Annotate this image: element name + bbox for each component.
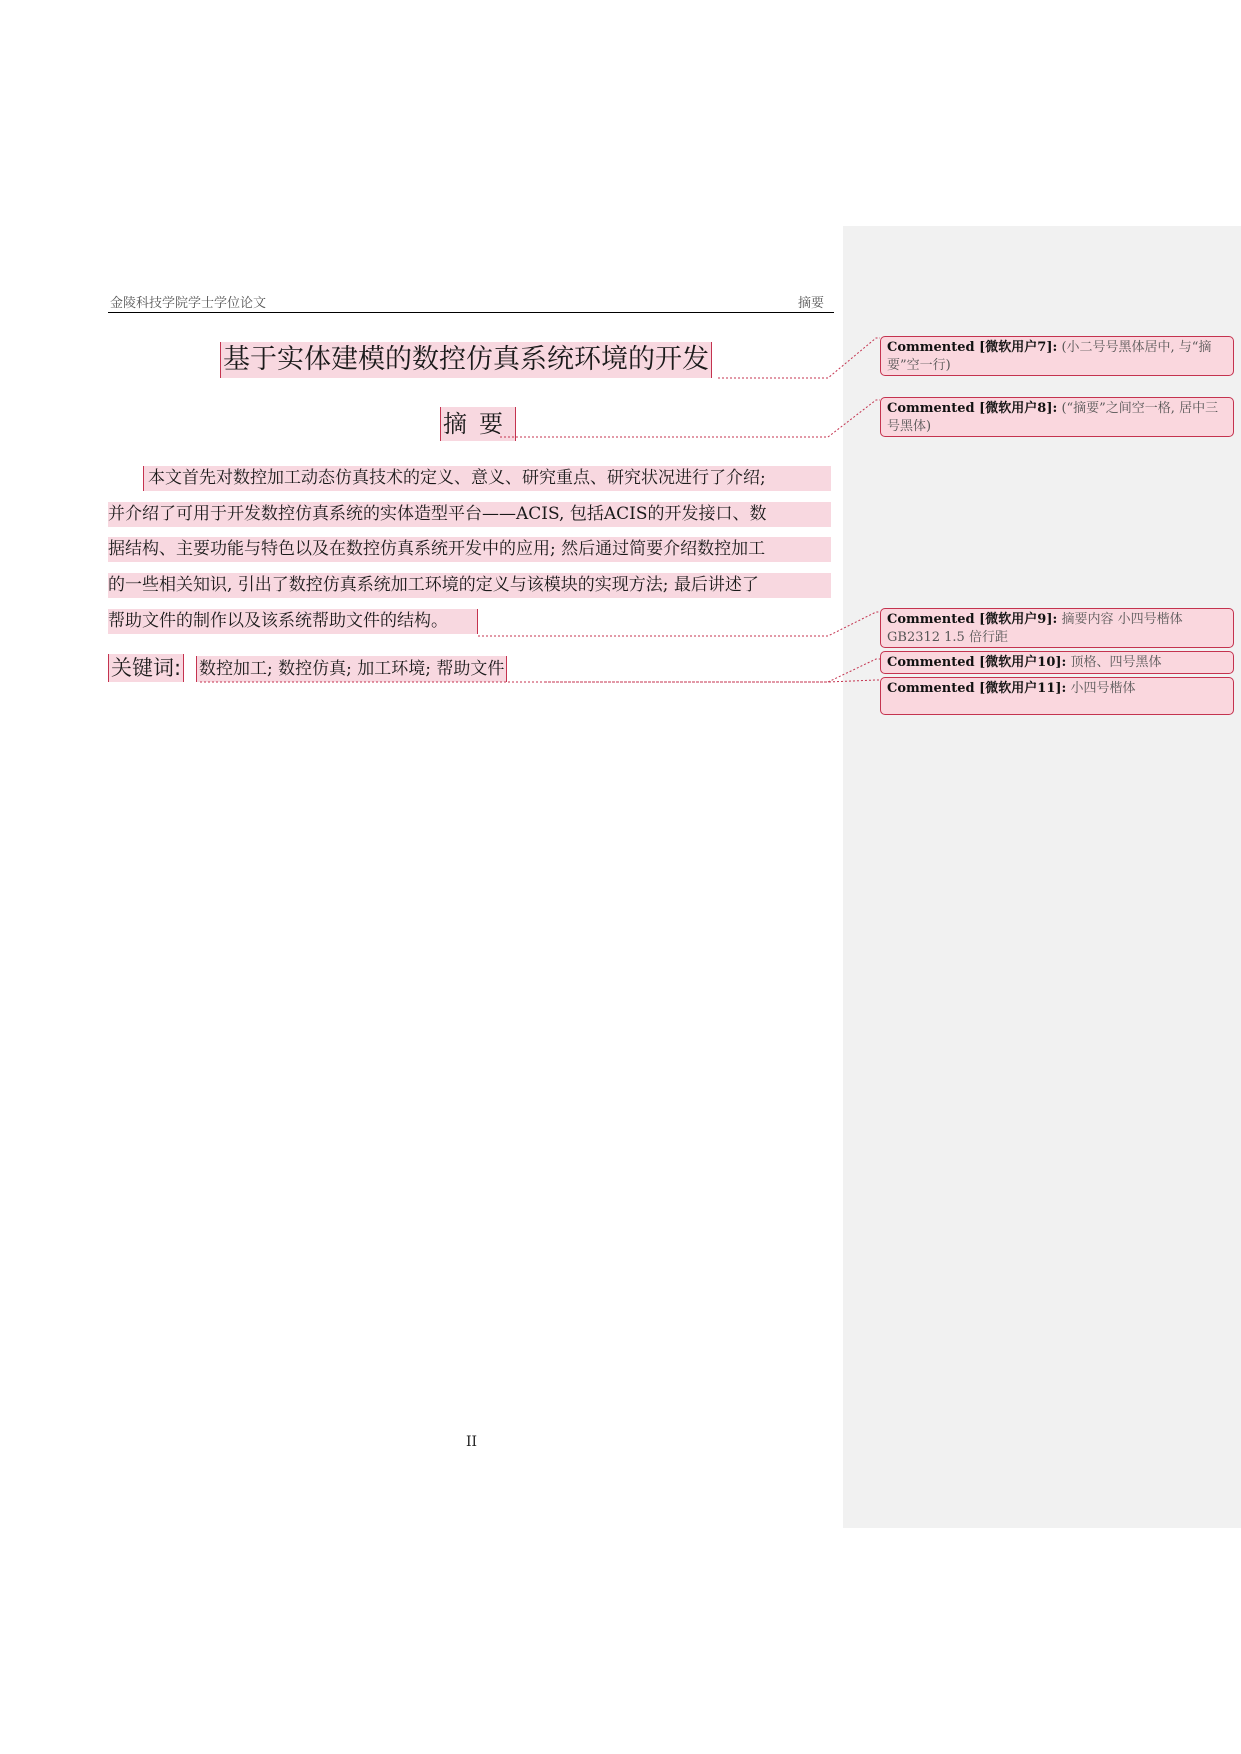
comment-author: Commented [微软用户8]: <box>887 401 1058 416</box>
comment-text: (“摘要”之间空一格, 居中三号黑体) <box>887 401 1219 434</box>
comment-balloon-9[interactable] <box>880 608 1234 648</box>
keywords-text[interactable]: 数控加工; 数控仿真; 加工环境; 帮助文件 <box>196 656 507 682</box>
abstract-line: 的一些相关知识, 引出了数控仿真系统加工环境的定义与该模块的实现方法; 最后讲述了 <box>108 573 831 598</box>
comment-text: 顶格、四号黑体 <box>1070 655 1162 670</box>
comment-balloon-7[interactable] <box>880 336 1234 376</box>
comment-balloon-8[interactable] <box>880 397 1234 437</box>
abstract-line: 帮助文件的制作以及该系统帮助文件的结构。 <box>108 609 478 634</box>
comment-author: Commented [微软用户11]: <box>887 681 1067 696</box>
page-number: II <box>466 1434 478 1450</box>
keywords-label[interactable]: 关键词: <box>108 654 184 682</box>
comment-author: Commented [微软用户7]: <box>887 340 1058 355</box>
connector-comment-10 <box>200 659 880 682</box>
abstract-heading[interactable]: 摘要 <box>440 407 516 441</box>
thesis-title[interactable]: 基于实体建模的数控仿真系统环境的开发 <box>220 342 712 378</box>
connector-comment-8 <box>500 400 880 437</box>
running-header-right: 摘要 <box>798 296 825 311</box>
comment-author: Commented [微软用户10]: <box>887 655 1067 670</box>
comment-author: Commented [微软用户9]: <box>887 612 1058 627</box>
connector-comment-9 <box>478 612 880 636</box>
comment-text: 摘要内容 小四号楷体 GB2312 1.5 倍行距 <box>887 612 1183 645</box>
comment-text: (小二号号黑体居中, 与“摘要”空一行) <box>887 340 1212 373</box>
comment-balloon-10[interactable] <box>880 651 1234 674</box>
abstract-line: 据结构、主要功能与特色以及在数控仿真系统开发中的应用; 然后通过简要介绍数控加工 <box>108 537 831 562</box>
running-header-left: 金陵科技学院学士学位论文 <box>110 296 267 311</box>
comment-balloon-11[interactable] <box>880 677 1234 715</box>
abstract-line: 本文首先对数控加工动态仿真技术的定义、意义、研究重点、研究状况进行了介绍; <box>143 466 831 491</box>
abstract-line: 并介绍了可用于开发数控仿真系统的实体造型平台——ACIS, 包括ACIS的开发接口、数 <box>108 502 831 527</box>
connector-comment-7 <box>718 338 880 378</box>
comment-text: 小四号楷体 <box>1070 681 1136 696</box>
